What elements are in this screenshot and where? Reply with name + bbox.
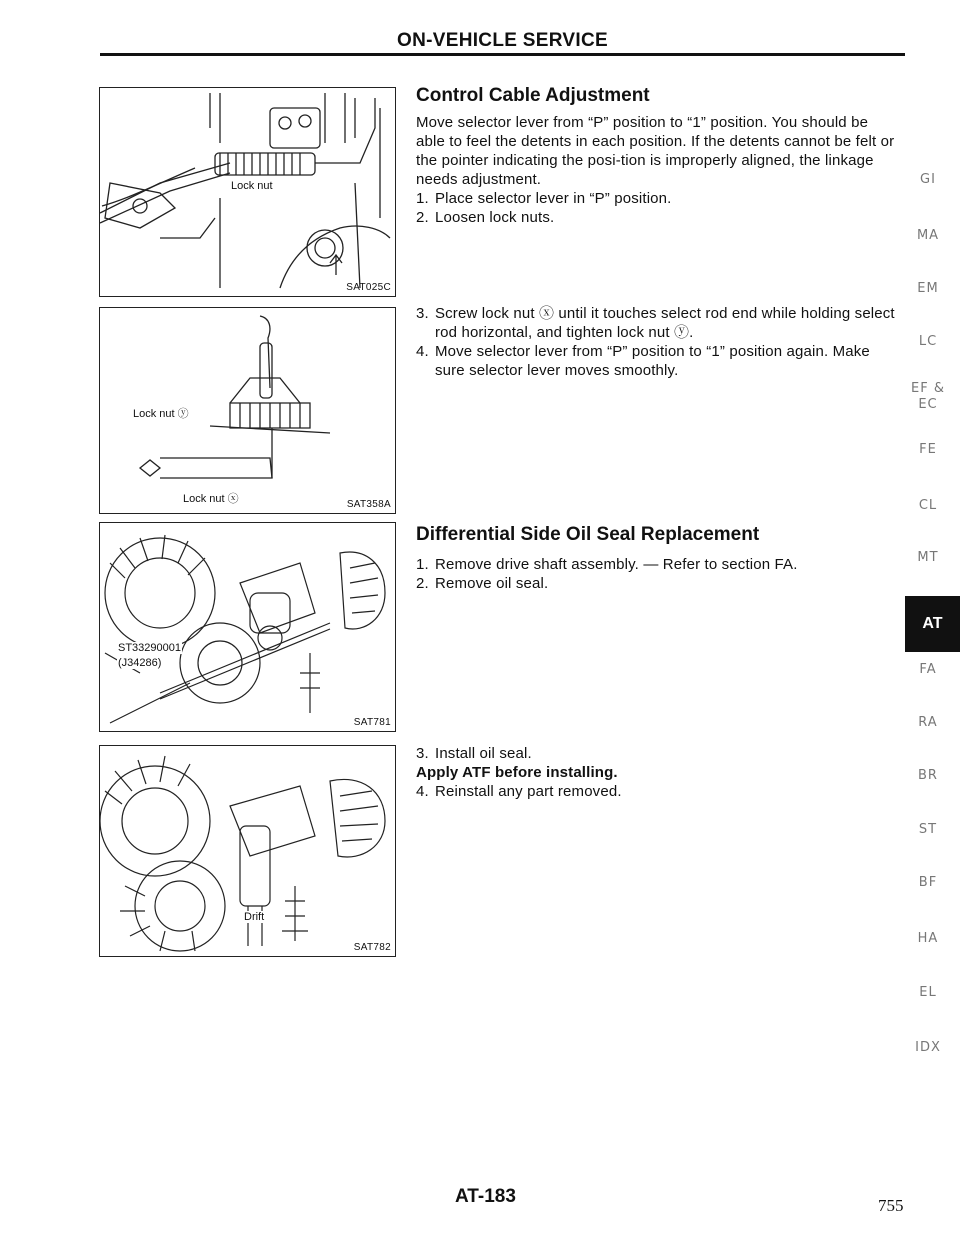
callout-lock-nut-y: Lock nut ⓨ xyxy=(132,405,190,421)
page-number: 755 xyxy=(878,1196,904,1215)
step-item: 1. Place selector lever in “P” position. xyxy=(416,190,672,207)
cable-illustration xyxy=(100,88,396,297)
step-item: 3. Install oil seal. xyxy=(416,745,532,762)
side-tab-br[interactable]: BR xyxy=(918,768,938,783)
side-tab-at-active[interactable]: AT xyxy=(905,596,960,652)
side-tab-fa[interactable]: FA xyxy=(919,662,937,677)
step-item: 4. Reinstall any part removed. xyxy=(416,783,622,800)
callout-drift: Drift xyxy=(244,911,265,923)
figure-control-cable xyxy=(99,87,396,297)
side-tab-lc[interactable]: LC xyxy=(918,334,938,349)
callout-tool-alt: (J34286) xyxy=(118,657,162,669)
side-tab-el[interactable]: EL xyxy=(919,985,937,1000)
section-title-oil-seal: Differential Side Oil Seal Replacement xyxy=(416,524,760,545)
callout-lock-nut-x: Lock nut ⓧ xyxy=(182,490,240,506)
figure-lock-nuts xyxy=(99,307,396,514)
side-tab-idx[interactable]: IDX xyxy=(915,1040,941,1055)
side-tab-ra[interactable]: RA xyxy=(918,715,938,730)
control-cable-steps-2 xyxy=(416,304,900,380)
control-cable-intro: Move selector lever from “P” position to “1” position. You should be able to feel the detents in each position. If the detents cannot be felt or the pointer indicating the posi-tion is improperly aligned, the linkage needs adjustment. xyxy=(416,114,895,188)
step-item: 2. Loosen lock nuts. xyxy=(416,209,555,226)
figure-seal-install xyxy=(99,745,396,957)
side-tab-cl[interactable]: CL xyxy=(918,498,938,513)
figure-seal-removal xyxy=(99,522,396,732)
side-tab-ma[interactable]: MA xyxy=(916,228,940,243)
drift-illustration xyxy=(100,746,396,957)
side-tab-ha[interactable]: HA xyxy=(917,931,939,946)
oil-seal-steps-1 xyxy=(416,555,900,593)
page-code: AT-183 xyxy=(455,1186,516,1207)
side-tab-ef[interactable]: EF & xyxy=(911,381,945,396)
side-tab-bf[interactable]: BF xyxy=(918,875,938,890)
figure-code: SAT025C xyxy=(346,282,391,293)
step-item: 4. Move selector lever from “P” position to “1” position again. Make sure selector lever moves smoothly. xyxy=(416,343,870,379)
callout-lock-nut: Lock nut xyxy=(231,180,273,192)
step-item: 2. Remove oil seal. xyxy=(416,575,549,592)
atf-note: Apply ATF before installing. xyxy=(416,764,618,781)
side-tab-gi[interactable]: GI xyxy=(920,172,936,187)
step-item: 1. Remove drive shaft assembly. — Refer to section FA. xyxy=(416,556,798,573)
side-tab-fe[interactable]: FE xyxy=(919,442,937,457)
figure-code: SAT781 xyxy=(353,717,391,728)
transaxle-illustration xyxy=(100,523,396,732)
section-title-control-cable: Control Cable Adjustment xyxy=(416,85,650,106)
side-tab-em[interactable]: EM xyxy=(917,281,939,296)
header-rule xyxy=(100,53,905,56)
control-cable-steps-1 xyxy=(416,189,900,227)
step-item: 3. Screw lock nut ⓧ until it touches select rod end while holding select rod horizontal, and tighten lock nut ⓨ. xyxy=(416,305,895,341)
side-tab-mt[interactable]: MT xyxy=(917,550,939,565)
callout-tool-number: ST33290001 xyxy=(118,642,181,654)
figure-code: SAT358A xyxy=(346,499,391,510)
figure-code: SAT782 xyxy=(353,942,391,953)
side-tab-st[interactable]: ST xyxy=(918,822,938,837)
side-tab-ec[interactable]: EC xyxy=(918,397,938,412)
page-header: ON-VEHICLE SERVICE xyxy=(397,30,608,51)
oil-seal-steps-2 xyxy=(416,744,900,801)
